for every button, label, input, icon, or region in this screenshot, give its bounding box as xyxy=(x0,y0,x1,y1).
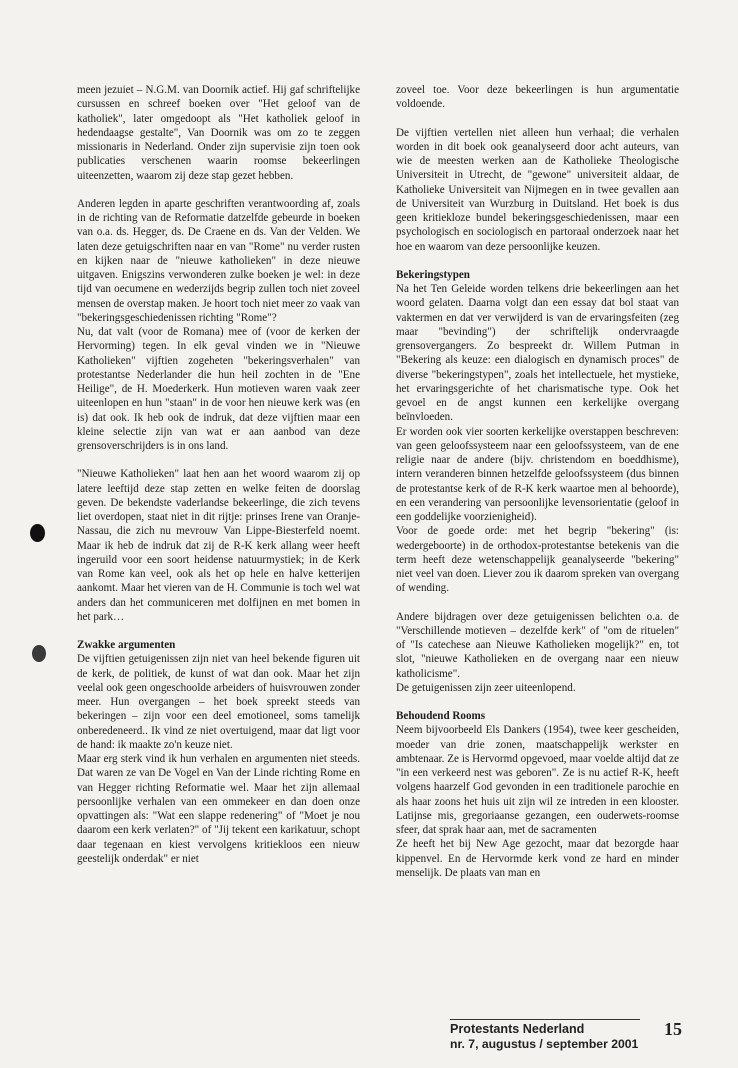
paragraph: Nu, dat valt (voor de Romana) mee of (voor de kerken der Hervorming) tegen. In elk geval vinden we in "Nieuwe Katholieken" vijftien zogeheten "bekeringsverhalen" van protestantse Nederlander die hun heil zochten in de "Ene Heilige", de H. Moederkerk. Hun motieven waren vaak zeer uiteenlopen en hun "staan" in de voor hen nieuwe kerk was (en is) dat ook. Ik heb ook de indruk, dat deze vijftien maar een kleine selectie zijn van wat er aan aanbod van deze grensoverschrijders is in ons land. xyxy=(77,326,360,452)
footer-rule xyxy=(450,1019,640,1020)
punch-hole-top xyxy=(30,524,45,542)
left-column xyxy=(77,83,360,866)
section-heading: Bekeringstypen xyxy=(396,268,470,281)
paragraph: De vijftien vertellen niet alleen hun verhaal; die verhalen worden in dit boek ook geanalyseerd door acht auteurs, van wie de meesten werken aan de Katholieke Theologische Universiteit in Utrecht, de "gewone" universiteit aldaar, de Katholieke Universiteit van Nijmegen en in twee gevallen aan de Universiteit van Wurzburg in Duitsland. Het boek is dus geen kritiekloze bundel bekeringsgeschiedenissen, maar een psychologisch en sociologisch en partoraal onderzoek naar het hoe en waarom van deze persoonlijke keuzen. xyxy=(396,126,679,253)
page-footer xyxy=(450,1019,690,1059)
paragraph: Anderen legden in aparte geschriften verantwoording af, zoals in de richting van de Reformatie datzelfde gebeurde in boeken van o.a. ds. Hegger, ds. De Craene en ds. Van der Velden. We laten deze getuigschriften naar en van "Rome" nu verder rusten en kijken naar de "nieuwe katholieken" in deze nieuwe uitgaven. Enigszins verwonderen zulke boeken je wel: in deze tijd van oecumene en wederzijds begrip zullen toch niet zoveel mensen de overstap maken. Je hoort toch niet meer zo vaak van "bekeringsgeschiedenissen richting "Rome"? xyxy=(77,197,360,324)
paragraph: meen jezuiet – N.G.M. van Doornik actief. Hij gaf schriftelijke cursussen en schreef boeken over "Het geloof van de katholiek", later omgedoopt als "Het katholiek geloof in hedendaagse gestalte", Van Doornik was om zo te zeggen missionaris in Nederland. Onder zijn supervisie zijn toen ook publicaties verschenen waarin roomse bekeerlingen uiteenzetten, waarom zij deze stap gezet hebben. xyxy=(77,84,360,182)
paragraph: Na het Ten Geleide worden telkens drie bekeerlingen aan het woord gelaten. Daarna volgt dan een essay dat bol staat van vaktermen en dat ver verwijderd is van de ervaringsfeiten (zeg maar "bevinding") der schriftelijk ondervraagde grensovergangers. Zo bespreekt dr. Willem Putman in "Bekering als keuze: een dialogisch en dynamisch proces" de diverse "bekeringstypen", zoals het intellectuele, het mystieke, het ervaringsgerichte of het charismatische type. Ook het gevoel en de angst kunnen een kerkelijke overgang beïnvloeden. xyxy=(396,283,679,424)
paragraph: De getuigenissen zijn zeer uiteenlopend. xyxy=(396,681,576,694)
section-heading: Zwakke argumenten xyxy=(77,639,176,651)
paragraph: Andere bijdragen over deze getuigenissen belichten o.a. de "Verschillende motieven – dezelfde kerk" of "om de rituelen" of "Is catechese aan Nieuwe Katholieken mogelijk?" en, tot slot, "nieuwe Katholieken en de overgang naar een nieuw katholicisme". xyxy=(396,610,679,680)
punch-hole-bottom xyxy=(32,645,46,662)
paragraph: Ze heeft het bij New Age gezocht, maar dat bezorgde haar kippenvel. En de Hervormde kerk vond ze hard en minder menselijk. De plaats van man en xyxy=(396,838,679,879)
right-column xyxy=(396,83,679,880)
paragraph: zoveel toe. Voor deze bekeerlingen is hun argumentatie voldoende. xyxy=(396,84,679,111)
paragraph: Neem bijvoorbeeld Els Dankers (1954), twee keer gescheiden, moeder van drie zonen, maatschappelijk werkster en ambtenaar. Ze is Hervormd opgevoed, maar voelde altijd dat ze "in een verkeerd nest was geboren". Ze is nu actief R-K, heeft volgens haarzelf God gevonden in een traditionele parochie en als haar zoons het huis uit zijn wil ze intreden in een klooster. Latijnse mis, gregoriaanse gezangen, een ouderwets-roomse sfeer, dat sprak haar aan, met de sacramenten xyxy=(396,724,679,836)
paragraph: De vijftien getuigenissen zijn niet van heel bekende figuren uit de kerk, de politiek, de kunst of wat dan ook. Maar het zijn veelal ook geen ongeschoolde arbeiders of huisvrouwen zonder meer. Hun overgangen – het boek spreekt steeds van bekeringen – zijn voor een deel emotioneel, soms tamelijk onberedeneerd.. Ik vind ze niet overtuigend, maar dat ligt voor de hand: ik maakte zo'n keuze niet. xyxy=(77,653,360,751)
page-number: 15 xyxy=(664,1019,682,1039)
paragraph: Maar erg sterk vind ik hun verhalen en argumenten niet steeds. Dat waren ze van De Vogel en Van der Linde richting Rome en van Hegger richting Reformatie wel. Maar het zijn allemaal persoonlijke verhalen van een ommekeer en dan doen onze opvattingen als: "Wat een slappe redenering" of "Moet je nou daarom een kerk verlaten?" of "Jij tekent een karikatuur, schopt daar tegenaan en kiest vervolgens kritiekloos een nieuw geestelijk onderdak" er niet xyxy=(77,753,360,865)
section-heading: Behoudend Rooms xyxy=(396,710,486,722)
issue-info: nr. 7, augustus / september 2001 xyxy=(450,1037,639,1051)
paragraph: Voor de goede orde: met het begrip "bekering" (is: wedergeboorte) in de orthodox-protestantse betekenis van die term heeft deze wetenschappelijk geanalyseerde "bekering" niet veel van doen. Liever zou ik daarom spreken van overgang of wending. xyxy=(396,525,679,595)
paragraph: "Nieuwe Katholieken" laat hen aan het woord waarom zij op latere leeftijd deze stap zetten en welke feiten de doorslag geven. De bekendste vaderlandse bekeerlinge, die zich tevens liet overdopen, staat niet in dit rijtje: prinses Irene van Oranje-Nassau, die zich nu mevrouw Van Lippe-Biesterfeld noemt. Maar ik heb de indruk dat zij de R-K kerk allang weer heeft ingeruild voor een soort heidense natuurmystiek; in de Kerk van Rome kan veel, ook als het op hele en halve ketterijen aankomt. Maar het vieren van de H. Communie is toch wel wat anders dan het communiceren met dolfijnen en met bomen in het park… xyxy=(77,468,360,623)
paragraph: Er worden ook vier soorten kerkelijke overstappen beschreven: van geen geloofssysteem naar een geloofssysteem, van de ene religie naar de andere (bijv. christendom en boeddhisme), intern veranderen binnen hetzelfde geloofssysteem (dus binnen de protestantse kerk of de R-K kerk waartoe men al behoorde), en een verandering van persoonlijke levensorientatie (geloof in een goddelijke voorzienigheid). xyxy=(396,425,679,523)
magazine-title: Protestants Nederland xyxy=(450,1022,585,1036)
